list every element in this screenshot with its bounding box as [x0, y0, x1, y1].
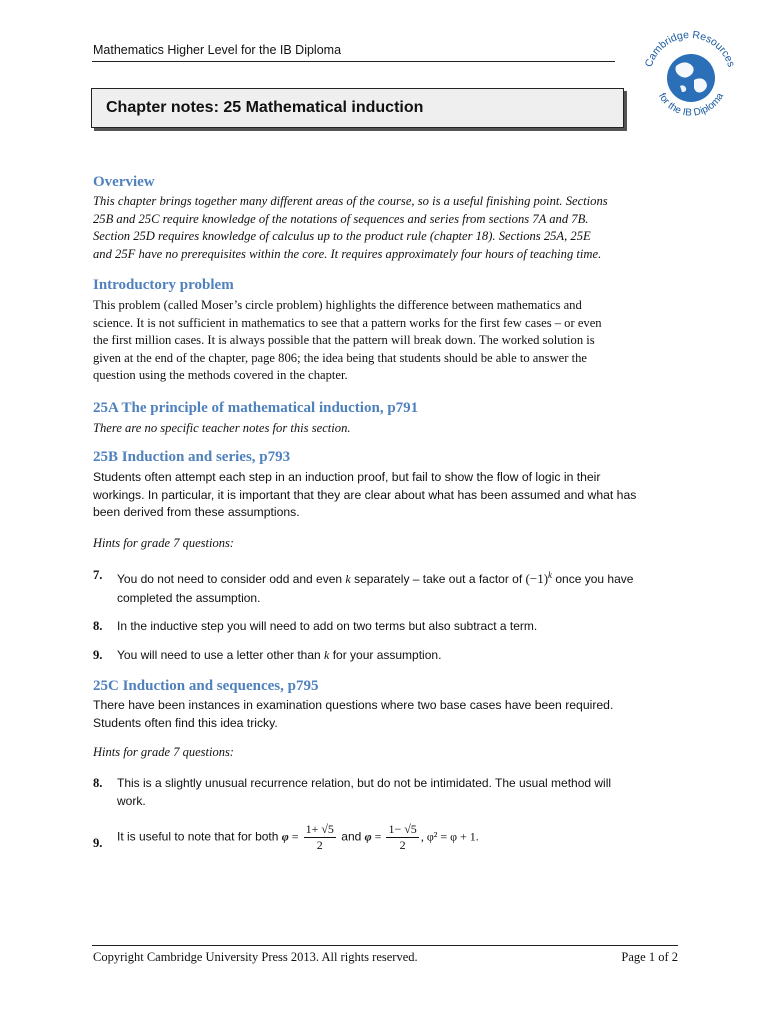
fraction-phi-plus: $\frac{1+ √5}{2}$	[305, 822, 334, 852]
section-25b-hints-label: Hints for grade 7 questions:	[93, 536, 234, 550]
q8-text: In the inductive step you will need to add on two terms but also subtract a term.	[117, 619, 538, 633]
section-25c-hints-label: Hints for grade 7 questions:	[93, 745, 234, 759]
section-25c-line: Students often find this idea tricky.	[93, 715, 278, 730]
chapter-title-box	[91, 88, 624, 128]
overview-line: 25B and 25C require knowledge of the notations of sequences and series from sections 7A and 7B.	[93, 211, 589, 226]
intro-line: the first million cases. It is always possible that the pattern will break down. The worked solution is	[93, 333, 595, 348]
intro-line: This problem (called Moser’s circle problem) highlights the difference between mathematics and	[93, 298, 582, 312]
q7-line1: You do not need to consider odd and even k separately – take out a factor of $(-1)^k$ once you have	[117, 570, 634, 586]
overview-line: This chapter brings together many different areas of the course, so is a useful finishing point. Sections	[93, 194, 608, 208]
q7-text	[117, 567, 677, 607]
footer-copyright: Copyright Cambridge University Press 2013. All rights reserved.	[93, 950, 418, 964]
q9c-text: It is useful to note that for both φ = $\frac{1+ √5}{2}$ and φ = $\frac{1- √5}{2}$ , φ² = φ + 1.	[117, 822, 479, 852]
overview-text	[93, 193, 673, 263]
svg-text:for the IB Diploma: for the IB Diploma	[655, 91, 727, 119]
q8c-text	[117, 775, 677, 810]
section-25a-heading: 25A The principle of mathematical induction, p791	[93, 400, 419, 416]
chapter-title: Chapter notes: 25 Mathematical induction	[106, 99, 424, 116]
q7-number: 7.	[93, 568, 103, 582]
header-rule	[92, 61, 615, 62]
intro-line: science. It is not sufficient in mathematics to see that a pattern works for the first few cases – or even	[93, 315, 602, 330]
q9-text: You will need to use a letter other than k for your assumption.	[117, 648, 442, 662]
svg-text:Cambridge Resources: Cambridge Resources	[642, 28, 738, 69]
cambridge-logo	[636, 22, 744, 130]
fraction-phi-minus: $\frac{1- √5}{2}$	[388, 822, 417, 852]
section-25a-note: There are no specific teacher notes for this section.	[93, 421, 351, 435]
overview-line: Section 25D requires knowledge of calculus up to the product rule (chapter 18). Sections 25A, 25E	[93, 229, 591, 244]
section-25b-line: Students often attempt each step in an induction proof, but fail to show the flow of logic in their	[93, 470, 601, 484]
section-25c-line: There have been instances in examination questions where two base cases have been required.	[93, 698, 614, 712]
section-25c-text	[93, 697, 673, 732]
section-25b-heading: 25B Induction and series, p793	[93, 449, 291, 465]
section-25b-text	[93, 469, 673, 522]
header-title: Mathematics Higher Level for the IB Diploma	[93, 43, 342, 57]
intro-heading: Introductory problem	[93, 277, 234, 293]
q9-number: 9.	[93, 648, 103, 662]
q8c-number: 8.	[93, 776, 103, 790]
section-25b-line: workings. In particular, it is important that they are clear about what has been assumed and what has	[93, 487, 637, 502]
overview-line: and 25F have no prerequisites within the core. It requires approximately four hours of teaching time.	[93, 246, 602, 261]
q8c-line2: work.	[117, 793, 146, 808]
q8c-line1: This is a slightly unusual recurrence relation, but do not be intimidated. The usual method will	[117, 776, 612, 790]
q8-number: 8.	[93, 619, 103, 633]
intro-text	[93, 297, 673, 385]
intro-line: question using the methods covered in the chapter.	[93, 368, 348, 383]
section-25c-heading: 25C Induction and sequences, p795	[93, 678, 319, 694]
q7-line2: completed the assumption.	[117, 590, 261, 605]
intro-line: given at the end of the chapter, page 806; the idea being that students should be able to answer the	[93, 350, 587, 365]
q9c-number: 9.	[93, 836, 103, 850]
overview-heading: Overview	[93, 174, 155, 190]
section-25b-line: been derived from these assumptions.	[93, 505, 300, 520]
footer-rule	[92, 945, 678, 946]
footer-page-number: Page 1 of 2	[621, 950, 678, 964]
